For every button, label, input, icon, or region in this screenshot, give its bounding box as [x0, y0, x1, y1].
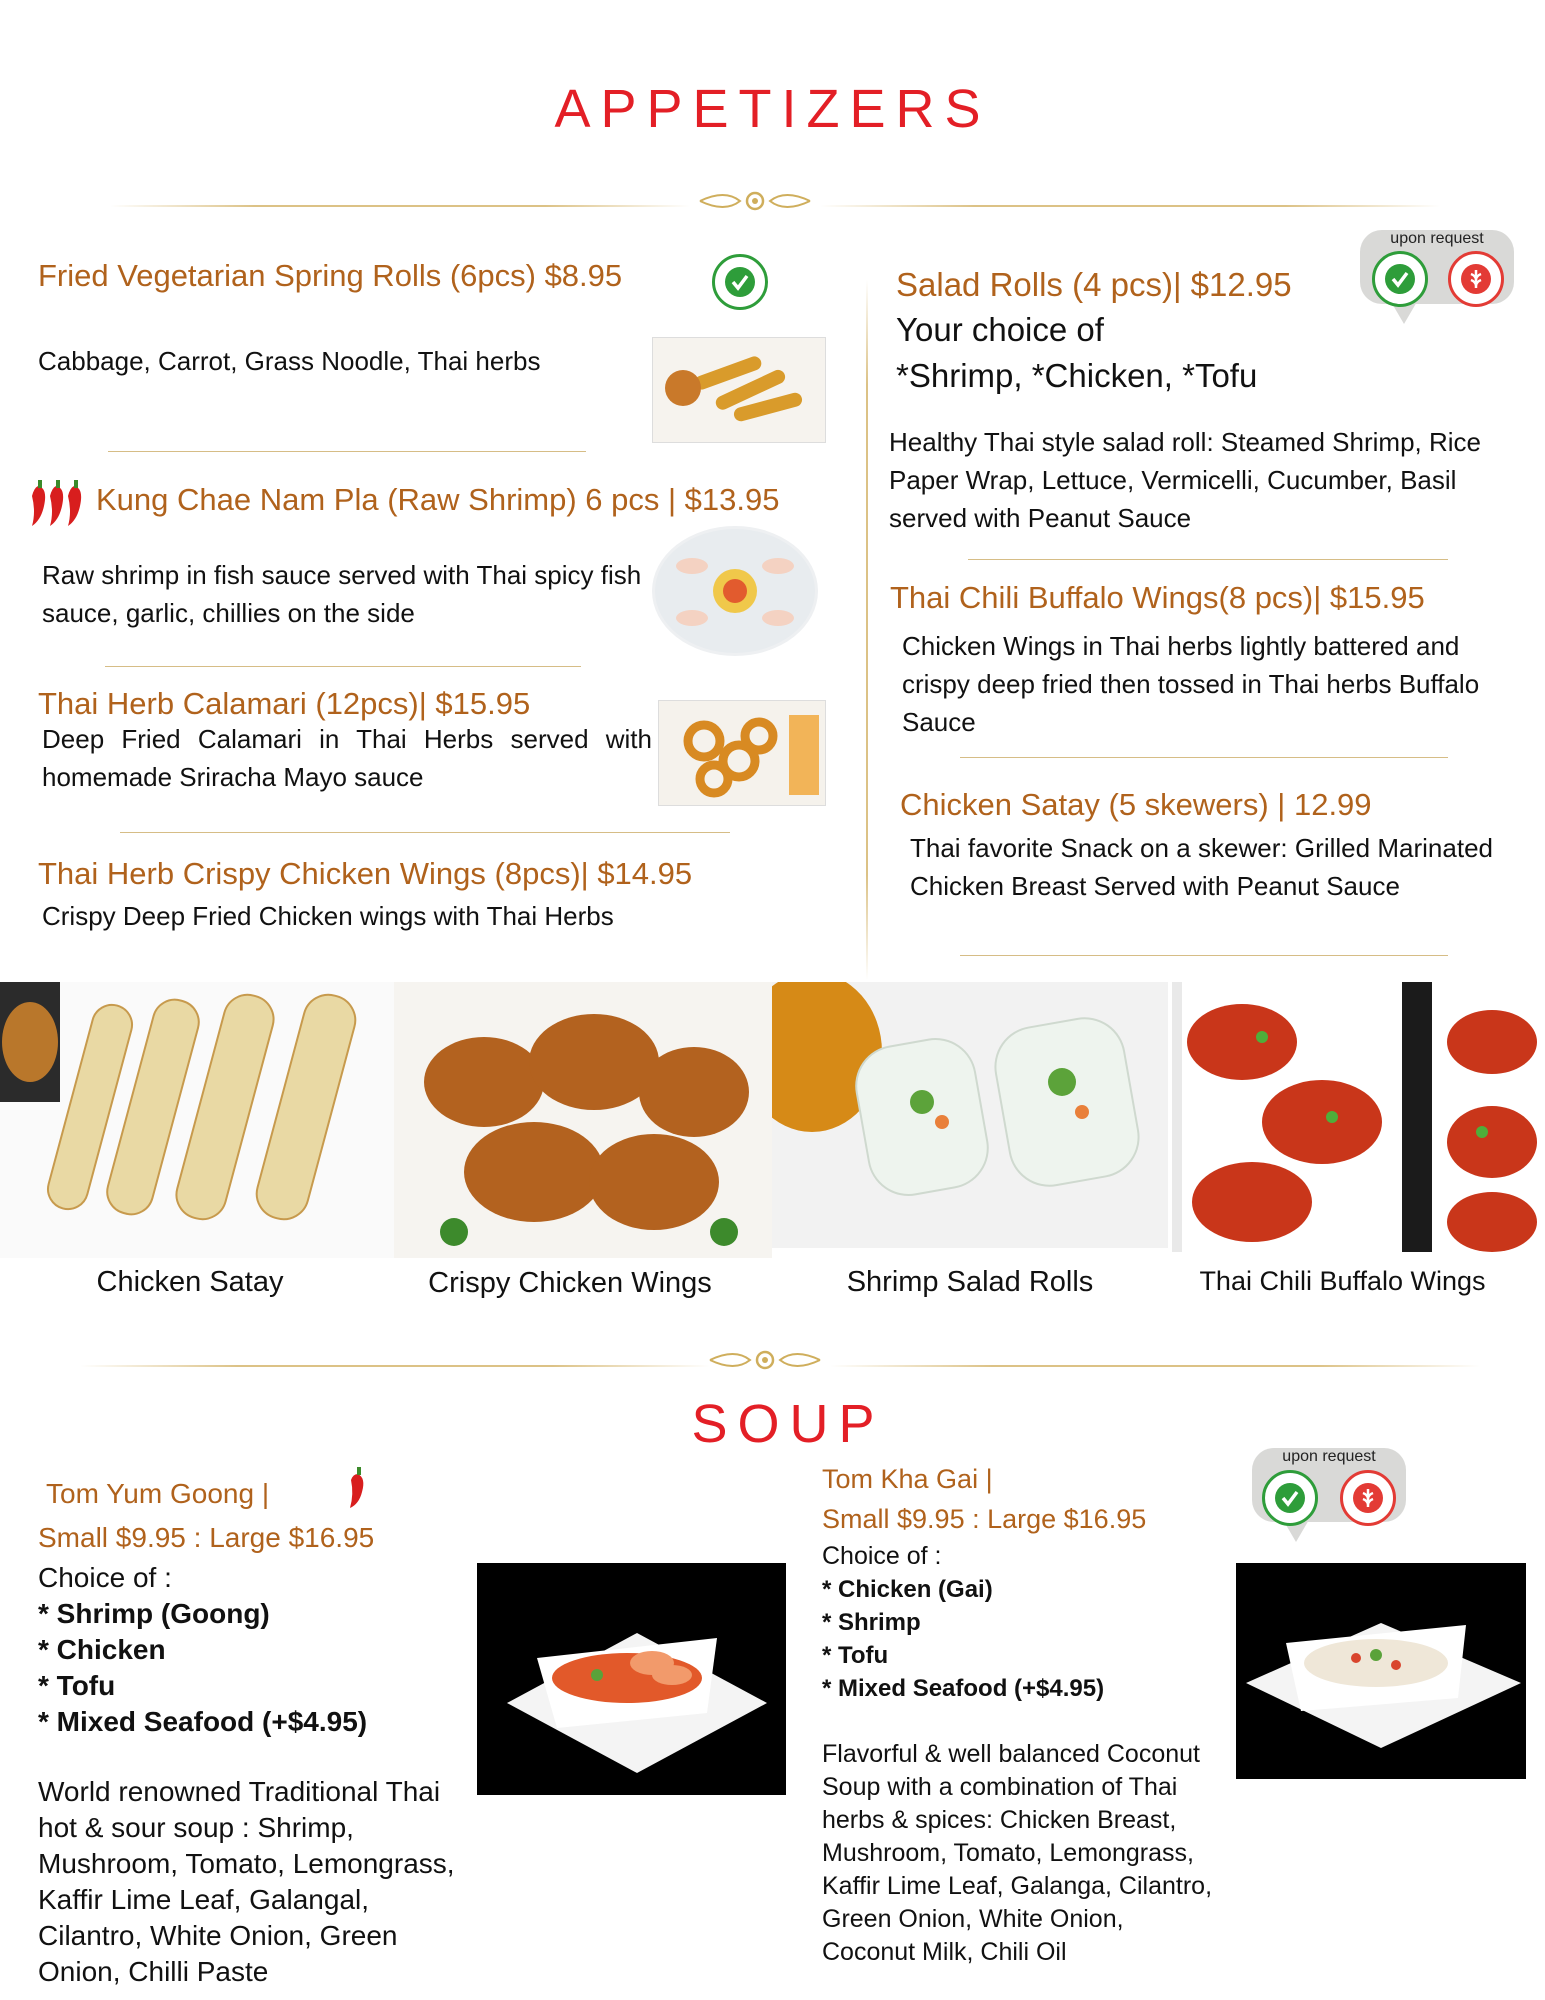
vegetarian-badge-icon [1372, 251, 1428, 307]
salad-rolls-title: Salad Rolls (4 pcs)| $12.95 [896, 266, 1292, 303]
tom-yum-photo [477, 1563, 786, 1795]
top-divider-right [820, 205, 1440, 207]
tom-kha-title: Tom Kha Gai | [822, 1464, 993, 1494]
caption-crispy-chicken-wings: Crispy Chicken Wings [428, 1267, 712, 1299]
spring-rolls-photo [652, 337, 826, 443]
chili-pepper-icon [346, 1466, 368, 1515]
chicken-satay-photo [0, 982, 394, 1258]
crispy-wings-title: Thai Herb Crispy Chicken Wings (8pcs)| $14.95 [38, 856, 693, 891]
calamari-title: Thai Herb Calamari (12pcs)| $15.95 [38, 686, 531, 721]
gold-scroll-ornament-icon [700, 1345, 830, 1383]
salad-rolls-desc: Healthy Thai style salad roll: Steamed Shrimp, Rice Paper Wrap, Lettuce, Vermicelli, Cucumber, Basil served with Peanut Sauce [889, 427, 1481, 533]
buffalo-wings-title: Thai Chili Buffalo Wings(8 pcs)| $15.95 [890, 580, 1425, 615]
soup-divider-right [830, 1365, 1480, 1367]
caption-shrimp-salad-rolls: Shrimp Salad Rolls [846, 1266, 1094, 1298]
soup-heading: SOUP [691, 1394, 885, 1454]
calamari-photo [658, 700, 826, 806]
vegetarian-badge-icon [712, 254, 768, 310]
vegetarian-badge-icon [1262, 1470, 1318, 1526]
calamari-desc: Deep Fried Calamari in Thai Herbs served with homemade Sriracha Mayo sauce [42, 724, 652, 792]
shrimp-salad-rolls-photo [772, 982, 1168, 1248]
tom-yum-price: Small $9.95 : Large $16.95 [38, 1522, 375, 1553]
salad-rolls-choice-1: Your choice of [896, 311, 1104, 348]
tom-yum-option: * Mixed Seafood (+$4.95) [38, 1706, 368, 1737]
raw-shrimp-photo [652, 526, 818, 656]
tom-yum-option: * Tofu [38, 1670, 116, 1701]
caption-chicken-satay: Chicken Satay [96, 1266, 284, 1298]
tom-kha-option: * Tofu [822, 1642, 889, 1669]
salad-rolls-choice-2: *Shrimp, *Chicken, *Tofu [896, 357, 1258, 394]
spring-rolls-title: Fried Vegetarian Spring Rolls (6pcs) $8.95 [38, 258, 623, 293]
divider [105, 666, 581, 667]
gluten-free-badge-icon [1448, 251, 1504, 307]
tom-kha-price: Small $9.95 : Large $16.95 [822, 1504, 1147, 1534]
buffalo-wings-desc: Chicken Wings in Thai herbs lightly battered and crispy deep fried then tossed in Thai herbs Buffalo Sauce [902, 631, 1480, 737]
tom-yum-option: * Chicken [38, 1634, 166, 1665]
column-divider [866, 280, 868, 980]
divider [960, 757, 1448, 758]
crispy-wings-desc: Crispy Deep Fried Chicken wings with Thai Herbs [42, 901, 614, 931]
upon-request-label: upon request [1390, 230, 1484, 247]
buffalo-wings-photo [1172, 982, 1545, 1252]
tom-kha-desc: Flavorful & well balanced Coconut Soup with a combination of Thai herbs & spices: Chicken Breast, Mushroom, Tomato, Lemongrass, Kaffir Lime Leaf, Galanga, Cilantro, Green Onion, White Onion, Coconut Milk, Chili Oil [822, 1740, 1213, 1966]
tom-kha-choice-label: Choice of : [822, 1542, 942, 1570]
tom-kha-option: * Mixed Seafood (+$4.95) [822, 1675, 1105, 1702]
raw-shrimp-title: Kung Chae Nam Pla (Raw Shrimp) 6 pcs | $13.95 [96, 482, 780, 517]
gold-scroll-ornament-icon [690, 186, 820, 224]
tom-yum-desc: World renowned Traditional Thai hot & sour soup : Shrimp, Mushroom, Tomato, Lemongrass, Kaffir Lime Leaf, Galangal, Cilantro, White Onion, Green Onion, Chilli Paste [38, 1776, 455, 1987]
divider [960, 955, 1448, 956]
upon-request-label: upon request [1282, 1448, 1376, 1465]
divider [120, 832, 730, 833]
crispy-wings-photo [394, 982, 772, 1258]
tom-kha-option: * Chicken (Gai) [822, 1576, 993, 1603]
appetizers-heading: APPETIZERS [554, 79, 991, 139]
tom-kha-photo [1236, 1563, 1526, 1779]
raw-shrimp-desc: Raw shrimp in fish sauce served with Thai spicy fish sauce, garlic, chillies on the side [42, 560, 642, 628]
tom-kha-option: * Shrimp [822, 1609, 921, 1636]
divider [968, 559, 1448, 560]
tom-yum-choice-label: Choice of : [38, 1562, 172, 1593]
divider [108, 451, 586, 452]
top-divider-left [110, 205, 690, 207]
chicken-satay-title: Chicken Satay (5 skewers) | 12.99 [900, 787, 1372, 822]
soup-divider-left [80, 1365, 710, 1367]
tom-yum-option: * Shrimp (Goong) [38, 1598, 270, 1629]
caption-buffalo-wings: Thai Chili Buffalo Wings [1199, 1266, 1486, 1296]
chicken-satay-desc: Thai favorite Snack on a skewer: Grilled Marinated Chicken Breast Served with Peanut Sauce [910, 833, 1493, 901]
chili-pepper-icon [28, 478, 92, 535]
spring-rolls-desc: Cabbage, Carrot, Grass Noodle, Thai herbs [38, 346, 541, 376]
gluten-free-badge-icon [1340, 1470, 1396, 1526]
tom-yum-title: Tom Yum Goong | [46, 1478, 270, 1509]
